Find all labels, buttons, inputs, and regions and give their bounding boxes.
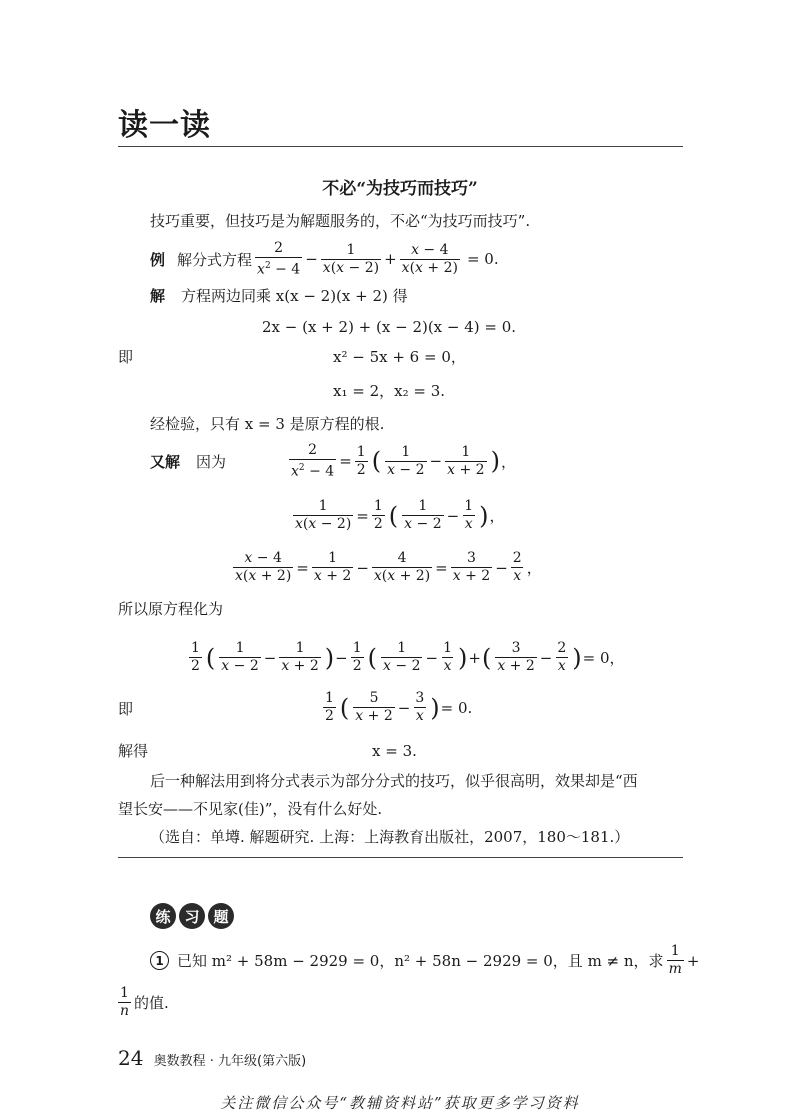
exercise-1-tail: $\frac{1}{n}$ 的值.	[120, 985, 169, 1019]
citation: （选自：单墫. 解题研究. 上海：上海教育出版社，2007，180～181.）	[150, 828, 630, 846]
exercise-1-row: 1 已知 m² + 58m − 2929 = 0，n² + 58n − 2929 = 0，且 m ≠ n，求 $\frac{1}{m}$ +	[150, 943, 699, 978]
exercise-badge-group	[150, 903, 237, 929]
so-text: 所以原方程化为	[118, 600, 224, 618]
section-title: 读一读	[118, 108, 211, 143]
equation-2: x² − 5x + 6 = 0，	[333, 348, 466, 366]
alt-row-1: 又解 因为 $\frac{2}{x^2 - 4}$ = $\frac{1}{2}$ ( $\frac{1}{x - 2}$ − $\frac{1}{x + 2}$ ) ，	[150, 442, 516, 480]
page-number: 24	[118, 1046, 144, 1070]
check-text: 经检验，只有 x = 3 是原方程的根.	[150, 415, 385, 433]
solution-row	[150, 285, 408, 306]
bottom-divider	[118, 857, 683, 858]
top-divider	[118, 146, 683, 147]
equation-1: 2x − (x + 2) + (x − 2)(x − 4) = 0.	[262, 318, 517, 336]
page-footer	[118, 1046, 306, 1070]
alt-row-2: $\frac{1}{x(x - 2)}$ = $\frac{1}{2}$ ( $\frac{1}{x - 2}$ − $\frac{1}{x}$ ) ，	[295, 498, 505, 532]
solution-label: 解	[150, 287, 166, 305]
intro-paragraph: 技巧重要，但技巧是为解题服务的，不必“为技巧而技巧”.	[150, 212, 531, 230]
example-label: 例	[150, 250, 166, 269]
result-equation: x = 3.	[372, 742, 417, 760]
alt-row-3: $\frac{x - 4}{x(x + 2)}$ = $\frac{1}{x + 2}$ − $\frac{4}{x(x + 2)}$ = $\frac{3}{x + 2}$ − $\frac{2}{x}$ ，	[235, 550, 542, 584]
book-title: 奥数教程 · 九年级(第六版)	[153, 1054, 307, 1069]
ji-label-2: 即	[118, 700, 134, 718]
exercise-tail: 的值.	[134, 994, 169, 1012]
exercise-badge-1: 练	[150, 903, 176, 929]
solution-text: 方程两边同乘 x(x − 2)(x + 2) 得	[181, 287, 408, 305]
example-row: 例 解分式方程 $\frac{2}{x^2 - 4}$ − $\frac{1}{x(x - 2)}$ + $\frac{x - 4}{x(x + 2)}$ = 0.	[150, 240, 499, 278]
exercise-number: 1	[150, 951, 169, 970]
watermark-text: 关注微信公众号“教辅资料站”获取更多学习资料	[220, 1094, 580, 1112]
conclusion-line-1: 后一种解法用到将分式表示为部分分式的技巧，似乎很高明，效果却是“西	[150, 772, 638, 790]
conclusion-line-2: 望长安——不见家(佳)”，没有什么好处.	[118, 800, 383, 818]
alt-because: 因为	[196, 452, 227, 471]
alt-label: 又解	[150, 452, 181, 471]
exercise-badge-2: 习	[179, 903, 205, 929]
exercise-badge-3: 题	[208, 903, 234, 929]
simplified-equation: $\frac{1}{2}$ ( $\frac{5}{x + 2}$ − $\frac{3}{x}$ ) = 0.	[325, 690, 473, 724]
exercise-text: 已知 m² + 58m − 2929 = 0，n² + 58n − 2929 = 0，且 m ≠ n，求	[177, 952, 664, 970]
article-title: 不必“为技巧而技巧”	[322, 179, 478, 199]
jiede-label: 解得	[118, 742, 149, 760]
transformed-equation: $\frac{1}{2}$ ( $\frac{1}{x - 2}$ − $\frac{1}{x + 2}$ ) − $\frac{1}{2}$ ( $\frac{1}{x - 2}$ − $\frac{1}{x}$ ) + ( $\frac{3}{x + 2}$ − $\frac{2}{x}$ ) = 0，	[191, 640, 625, 674]
example-text: 解分式方程	[177, 250, 253, 269]
equation-3: x₁ = 2，x₂ = 3.	[333, 382, 446, 400]
ji-label-1: 即	[118, 348, 134, 366]
